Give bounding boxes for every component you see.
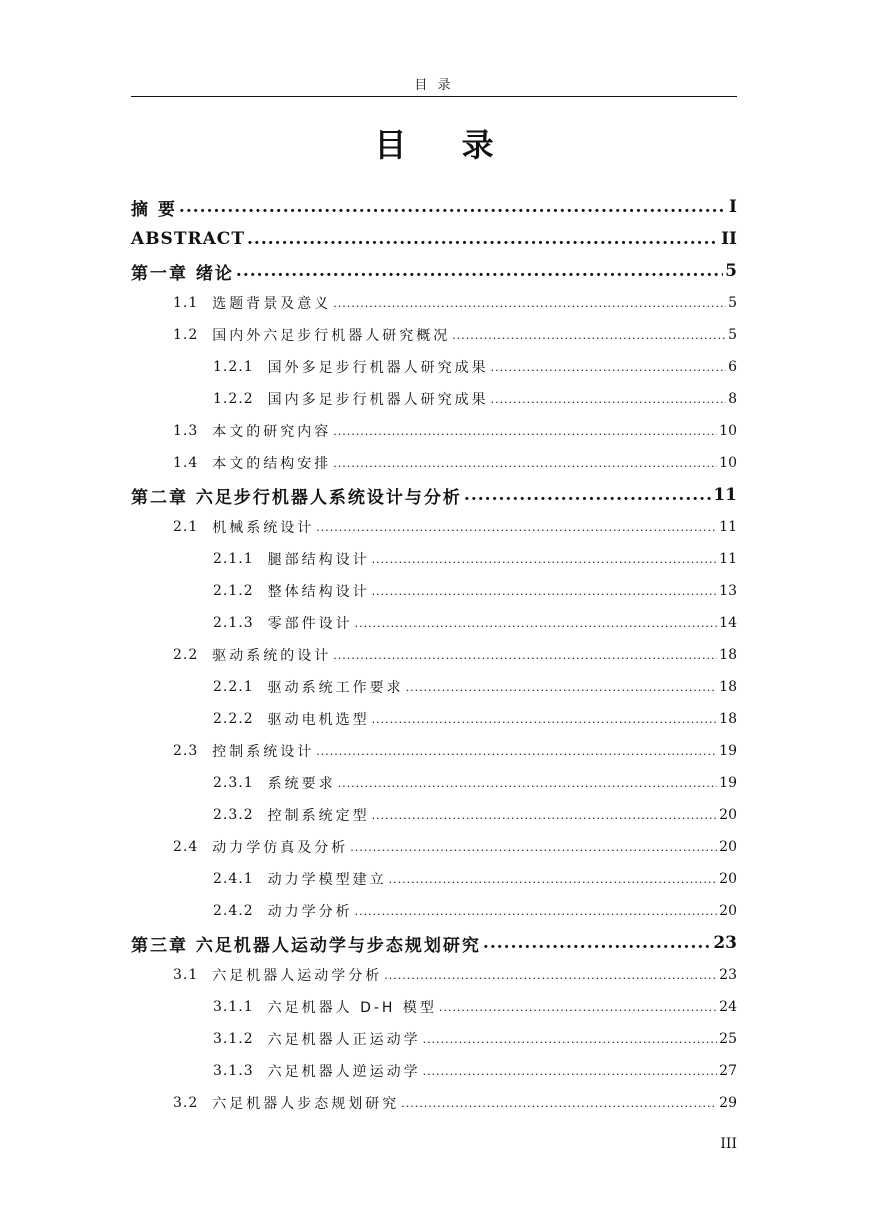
toc-entry-label: 六足机器人 D-H 模型 [267,1000,437,1016]
toc-entry-number: 2.1.3 [213,615,254,631]
toc-leader-dots [401,1097,717,1110]
toc-entry-page: 13 [719,583,737,599]
toc-leader-dots [236,261,723,281]
toc-entry[interactable] [131,223,737,255]
toc-entry[interactable] [131,383,737,415]
toc-entry-page: 5 [728,327,737,343]
toc-leader-dots [423,1065,718,1078]
toc-entry-label: 第二章 六足步行机器人系统设计与分析 [131,487,462,508]
toc-entry[interactable] [131,351,737,383]
toc-entry-page: 5 [728,295,737,311]
toc-entry-number: 3.1.1 [213,999,254,1015]
toc-entry-label: 系统要求 [267,776,336,792]
toc-entry-label: 六足机器人逆运动学 [267,1064,421,1080]
toc-entry-number: 3.1 [173,967,199,983]
toc-entry-page: 27 [719,1063,737,1079]
page-number: III [720,1136,737,1152]
toc-leader-dots [355,905,718,918]
toc-leader-dots [406,681,718,694]
toc-entry-page: 20 [719,807,737,823]
toc-entry[interactable] [131,511,737,543]
toc-entry-page: 20 [719,871,737,887]
toc-entry-label: 第一章 绪论 [131,263,234,284]
toc-leader-dots [483,933,711,953]
toc-entry[interactable] [131,703,737,735]
toc-entry-number: 2.4.1 [213,871,254,887]
toc-leader-dots [355,617,718,630]
toc-entry-label: 六足机器人步态规划研究 [212,1096,400,1112]
toc-entry-page: 20 [719,839,737,855]
toc-entry-page: 18 [719,679,737,695]
toc-entry-label: 机械系统设计 [212,520,315,536]
toc-entry-number: 2.2 [173,647,199,663]
toc-entry-label: 摘 要 [131,199,177,220]
toc-entry[interactable] [131,895,737,927]
toc-entry-label: 本文的结构安排 [212,456,332,472]
toc-entry-page: 23 [719,967,737,983]
toc-entry-label: 驱动电机选型 [267,712,370,728]
toc-leader-dots [316,745,717,758]
toc-leader-dots [350,841,717,854]
toc-entry[interactable] [131,959,737,991]
toc-leader-dots [333,425,717,438]
toc-entry-label: 国内多足步行机器人研究成果 [267,392,489,408]
toc-entry-label: 国外多足步行机器人研究成果 [267,360,489,376]
toc-entry[interactable] [131,1087,737,1119]
toc-entry-page: 19 [719,775,737,791]
toc-entry-page: 6 [728,359,737,375]
toc-entry-label: 六足机器人运动学分析 [212,968,383,984]
toc-entry-label: 六足机器人正运动学 [267,1032,421,1048]
toc-leader-dots [491,393,726,406]
toc-entry-label: 动力学仿真及分析 [212,840,349,856]
toc-entry-page: 5 [725,261,737,281]
toc-leader-dots [333,649,717,662]
running-header: 目 录 [414,78,454,93]
toc-entry-number: 2.3.2 [213,807,254,823]
toc-entry-number: 2.2.2 [213,711,254,727]
toc-entry-label: 选题背景及意义 [212,296,332,312]
toc-entry-number: 3.1.2 [213,1031,254,1047]
toc-entry-label: 整体结构设计 [267,584,370,600]
toc-entry-page: I [729,197,737,217]
toc-entry-label: 零部件设计 [267,616,353,632]
toc-entry-number: 3.1.3 [213,1063,254,1079]
toc-entry-page: 29 [719,1095,737,1111]
toc-entry-label: 动力学分析 [267,904,353,920]
toc-entry-label: 第三章 六足机器人运动学与步态规划研究 [131,935,481,956]
toc-entry[interactable] [131,607,737,639]
toc-leader-dots [372,553,718,566]
toc-entry-page: 14 [719,615,737,631]
toc-entry-page: 18 [719,711,737,727]
toc-entry-label: 本文的研究内容 [212,424,332,440]
toc-leader-dots [452,329,726,342]
toc-leader-dots [372,585,718,598]
toc-leader-dots [179,197,727,217]
toc-leader-dots [247,229,719,249]
toc-leader-dots [333,297,726,310]
toc-entry-number: 2.1.2 [213,583,254,599]
toc-entry-number: 1.4 [173,455,199,471]
toc-entry[interactable] [131,1023,737,1055]
toc-entry-label: 驱动系统的设计 [212,648,332,664]
toc-leader-dots [372,809,718,822]
toc-entry-page: 20 [719,903,737,919]
toc-entry[interactable] [131,191,737,223]
toc-entry[interactable] [131,575,737,607]
toc-entry[interactable] [131,479,737,511]
toc-entry[interactable] [131,767,737,799]
toc-entry-page: 10 [719,455,737,471]
toc-entry-number: 1.1 [173,295,199,311]
toc-entry[interactable] [131,543,737,575]
toc-entry[interactable] [131,415,737,447]
table-of-contents [131,191,737,1119]
toc-entry-number: 1.2.1 [213,359,254,375]
toc-entry-page: 19 [719,743,737,759]
toc-leader-dots [372,713,718,726]
toc-entry[interactable] [131,799,737,831]
toc-entry-page: 18 [719,647,737,663]
toc-entry-number: 1.3 [173,423,199,439]
toc-entry-page: 11 [713,485,737,505]
toc-entry-page: 24 [719,999,737,1015]
toc-entry[interactable] [131,735,737,767]
toc-entry-page: II [721,229,737,249]
toc-leader-dots [384,969,717,982]
toc-entry-number: 2.3.1 [213,775,254,791]
toc-entry-label: 控制系统设计 [212,744,315,760]
toc-leader-dots [439,1001,717,1014]
toc-entry[interactable] [131,447,737,479]
toc-entry-number: 2.2.1 [213,679,254,695]
header-rule [131,96,737,97]
toc-leader-dots [316,521,717,534]
toc-entry-page: 8 [728,391,737,407]
toc-leader-dots [423,1033,718,1046]
toc-entry-number: 2.1 [173,519,199,535]
toc-entry[interactable] [131,671,737,703]
toc-leader-dots [338,777,718,790]
toc-entry-page: 11 [719,519,737,535]
toc-entry-page: 23 [713,933,737,953]
toc-entry[interactable] [131,287,737,319]
toc-leader-dots [389,873,718,886]
toc-leader-dots [464,485,711,505]
toc-entry[interactable] [131,1055,737,1087]
toc-entry-number: 2.4 [173,839,199,855]
toc-entry-number: 1.2 [173,327,199,343]
page-title: 目 录 [374,126,516,164]
toc-entry[interactable] [131,639,737,671]
toc-entry[interactable] [131,255,737,287]
toc-entry-number: 2.4.2 [213,903,254,919]
toc-entry-label: 驱动系统工作要求 [267,680,404,696]
toc-entry[interactable] [131,863,737,895]
toc-leader-dots [491,361,726,374]
toc-entry[interactable] [131,319,737,351]
toc-entry-page: 25 [719,1031,737,1047]
toc-entry[interactable] [131,831,737,863]
toc-entry-label: 控制系统定型 [267,808,370,824]
toc-entry-number: 2.3 [173,743,199,759]
toc-entry[interactable] [131,927,737,959]
toc-leader-dots [333,457,717,470]
toc-entry-number: 2.1.1 [213,551,254,567]
toc-entry[interactable] [131,991,737,1023]
toc-entry-label: 国内外六足步行机器人研究概况 [212,328,451,344]
toc-entry-label: 腿部结构设计 [267,552,370,568]
toc-entry-number: 1.2.2 [213,391,254,407]
toc-entry-page: 10 [719,423,737,439]
toc-entry-label: 动力学模型建立 [267,872,387,888]
toc-entry-page: 11 [719,551,737,567]
toc-entry-number: 3.2 [173,1095,199,1111]
toc-entry-label: ABSTRACT [131,229,245,249]
